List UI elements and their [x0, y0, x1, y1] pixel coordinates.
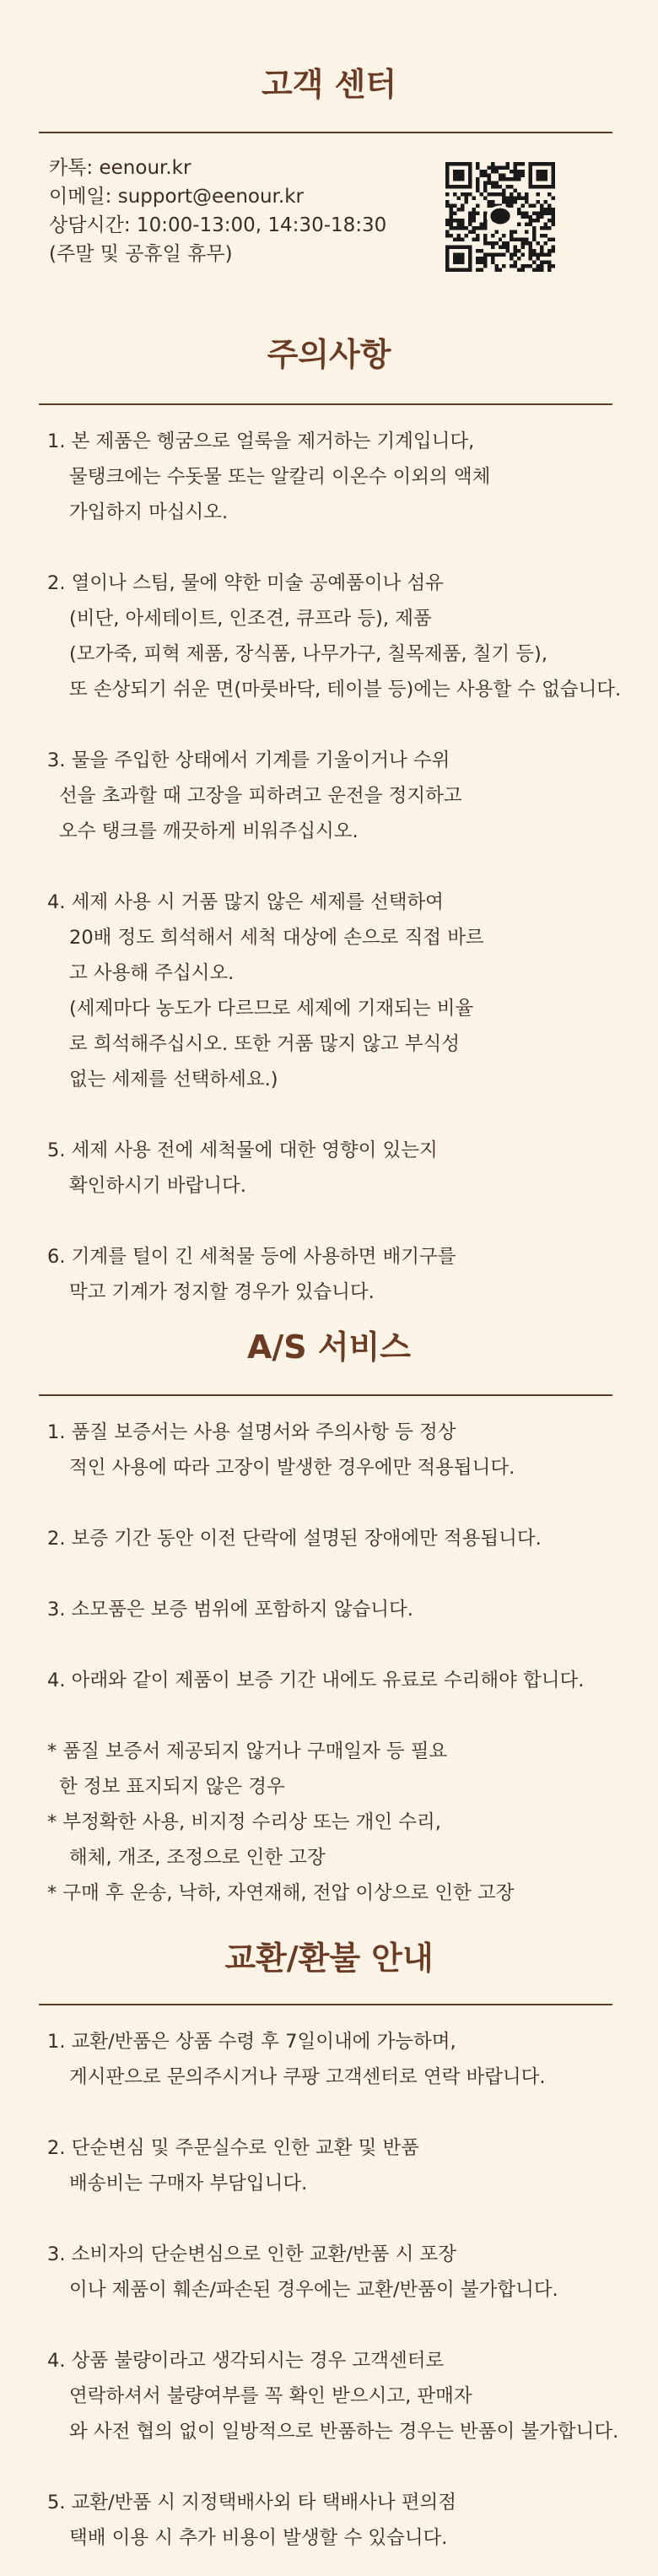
exchange-title: 교환/환불 안내	[224, 1940, 434, 1977]
list-item: 4. 상품 불량이라고 생각되시는 경우 고객센터로 연락하셔서 불량여부를 꼭 확인 받으시고, 판매자 와 사전 협의 없이 일방적으로 반품하는 경우는 반품이 불가합니다.	[47, 2350, 619, 2443]
list-item: 2. 보증 기간 동안 이전 단락에 설명된 장애에만 적용됩니다.	[47, 1528, 542, 1550]
qr-code-icon[interactable]	[445, 162, 555, 272]
cautions-title: 주의사항	[267, 336, 391, 373]
divider	[39, 403, 612, 405]
list-item: 1. 교환/반품은 상품 수령 후 7일이내에 가능하며, 게시판으로 문의주시거나 쿠팡 고객센터로 연락 바랍니다.	[47, 2031, 546, 2088]
list-item: 1. 본 제품은 헹굼으로 얼룩을 제거하는 기계입니다, 물탱크에는 수돗물 또는 알칼리 이온수 이외의 액체 가입하지 마십시오.	[47, 430, 491, 523]
list-item: 4. 아래와 같이 제품이 보증 기간 내에도 유료로 수리해야 합니다.	[47, 1670, 585, 1691]
kakao-id: 카톡: eenour.kr	[49, 157, 191, 179]
cautions-list	[47, 424, 621, 1310]
list-item: 3. 소비자의 단순변심으로 인한 교환/반품 시 포장 이나 제품이 훼손/파손된 경우에는 교환/반품이 불가합니다.	[47, 2243, 558, 2301]
closed-notice: (주말 및 공휴일 휴무)	[49, 243, 233, 265]
exchange-list	[47, 2024, 618, 2556]
support-email: 이메일: support@eenour.kr	[49, 186, 304, 208]
as-service-list	[47, 1415, 584, 1911]
list-item: 5. 세제 사용 전에 세척물에 대한 영향이 있는지 확인하시기 바랍니다.	[47, 1139, 438, 1197]
list-item: 6. 기계를 털이 긴 세척물 등에 사용하면 배기구를 막고 기계가 정지할 경우가 있습니다.	[47, 1246, 456, 1303]
list-item: 2. 열이나 스팀, 물에 약한 미술 공예품이나 섬유 (비단, 아세테이트, 인조견, 큐프라 등), 제품 (모가죽, 피혁 제품, 장식품, 나무가구, 칠목제품, 칠기 등), 또 손상되기 쉬운 면(마룻바닥, 테이블 등)에는 사용할 수 없습니다.	[47, 572, 622, 701]
note-item: * 품질 보증서 제공되지 않거나 구매일자 등 필요 한 정보 표지되지 않은 경우	[47, 1740, 448, 1798]
note-item: * 구매 후 운송, 낙하, 자연재해, 전압 이상으로 인한 고장	[47, 1882, 515, 1904]
list-item: 3. 물을 주입한 상태에서 기계를 기울이거나 수위 선을 초과할 때 고장을 피하려고 운전을 정지하고 오수 탱크를 깨끗하게 비워주십시오.	[47, 750, 462, 842]
divider	[39, 2004, 612, 2005]
note-item: * 부정확한 사용, 비지정 수리상 또는 개인 수리, 해체, 개조, 조정으로 인한 고장	[47, 1811, 441, 1869]
list-item: 5. 교환/반품 시 지정택배사외 타 택배사나 편의점 택배 이용 시 추가 비용이 발생할 수 있습니다.	[47, 2492, 456, 2549]
list-item: 4. 세제 사용 시 거품 많지 않은 세제를 선택하여 20배 정도 희석해서 세척 대상에 손으로 직접 바르 고 사용해 주십시오. (세제마다 농도가 다르므로 세제에 기재되는 비율 로 희석해주십시오. 또한 거품 많지 않고 부식성 없는 세제를 선택하세요.)	[47, 891, 484, 1090]
divider	[39, 132, 612, 133]
list-item: 1. 품질 보증서는 사용 설명서와 주의사항 등 정상 적인 사용에 따라 고장이 발생한 경우에만 적용됩니다.	[47, 1421, 515, 1479]
as-service-title: A/S 서비스	[246, 1329, 411, 1366]
consult-hours: 상담시간: 10:00-13:00, 14:30-18:30	[49, 214, 387, 236]
divider	[39, 1394, 612, 1396]
list-item: 2. 단순변심 및 주문실수로 인한 교환 및 반품 배송비는 구매자 부담입니다.	[47, 2137, 420, 2194]
contact-info	[49, 154, 386, 268]
customer-center-title: 고객 센터	[261, 66, 397, 103]
list-item: 3. 소모품은 보증 범위에 포함하지 않습니다.	[47, 1599, 413, 1621]
